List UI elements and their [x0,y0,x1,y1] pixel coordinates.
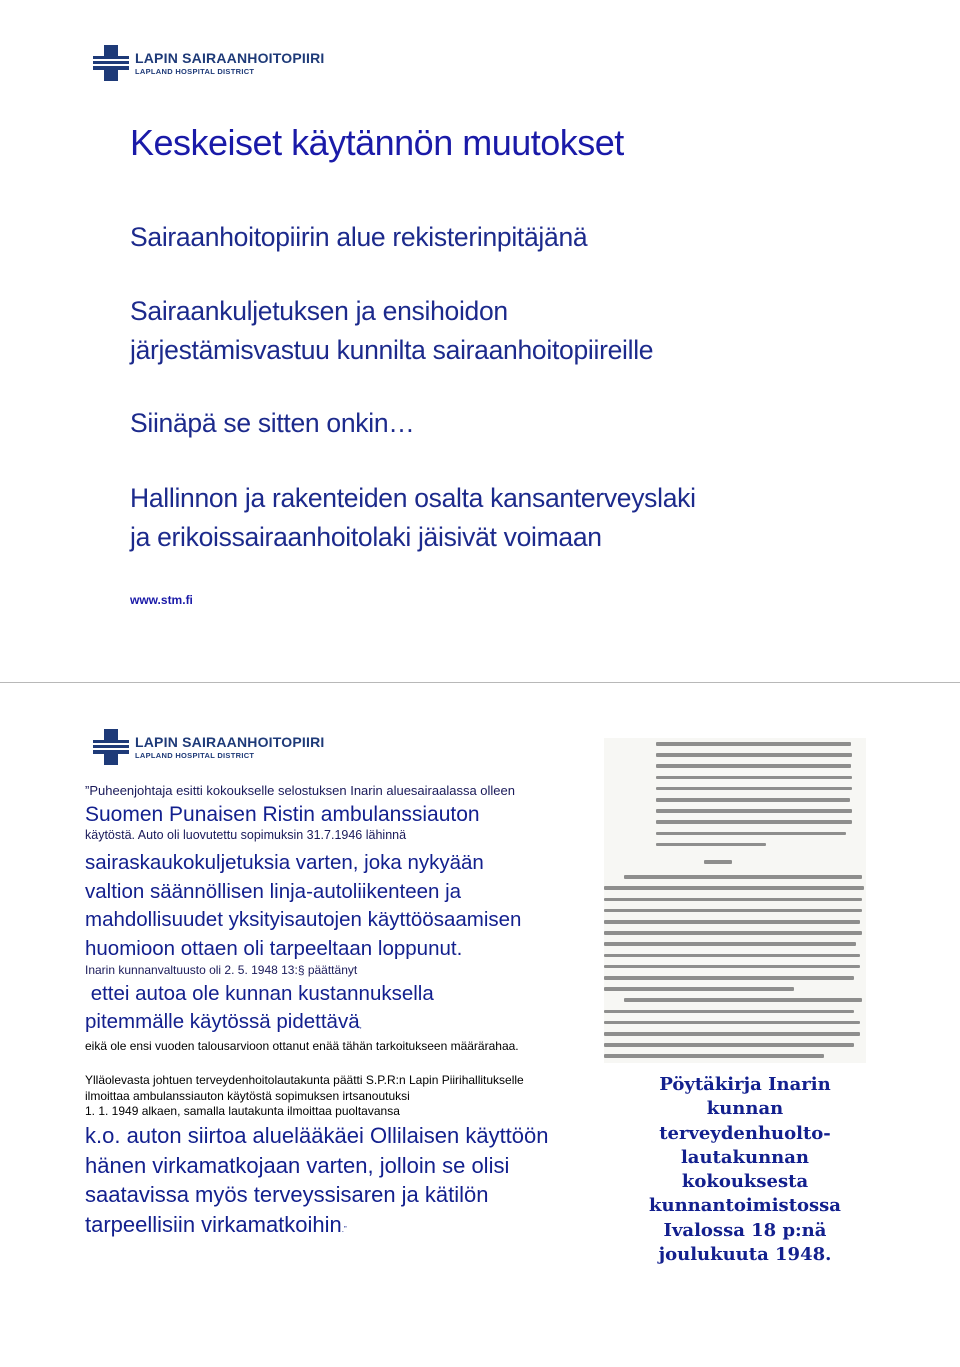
scan-text-line [656,820,852,824]
bullet-responsibility-line-2: järjestämisvastuu kunnilta sairaanhoitopiireille [130,335,654,365]
caption-line: lautakunnan [680,1146,810,1168]
scan-text-line [604,909,862,913]
bullet-registrar: Sairaanhoitopiirin alue rekisterinpitäjänä [130,222,588,252]
slide-2 [0,683,960,1367]
quote-end: .” [341,1224,347,1234]
bullet-responsibility-line-1: Sairaankuljetuksen ja ensihoidon [130,296,508,326]
scan-text-line [604,1032,860,1036]
quote-line: saatavissa myös terveyssisaren ja kätilön [85,1182,489,1207]
scan-text-line [604,976,854,980]
bullet-laws-line-2: ja erikoissairaanhoitolaki jäisivät voimaan [130,522,602,552]
cross-logo-icon [93,729,129,765]
slide-1 [0,0,960,682]
caption-line: joulukuuta 1948. [658,1244,832,1266]
quote-intro: ”Puheenjohtaja esitti kokoukselle selostuksen Inarin aluesairaalassa olleen [85,783,515,798]
quote-line: 1. 1. 1949 alkaen, samalla lautakunta ilmoittaa puoltavansa [85,1104,400,1118]
scan-text-line [604,987,794,991]
caption-line: Pöytäkirja Inarin [659,1074,831,1095]
scan-text-line [624,875,862,879]
scan-text-line [656,776,852,780]
logo-subtitle: LAPLAND HOSPITAL DISTRICT [135,66,255,76]
quote-line: Ylläolevasta johtuen terveydenhoitolautakunta päätti S.P.R:n Lapin Piirihallitukselle [85,1073,524,1087]
scan-text-line [656,787,852,791]
scan-text-line [604,1043,854,1047]
scan-text-line [656,798,850,802]
quote-line: ilmoittaa ambulanssiauton käytöstä sopimuksen irtsanoutuksi [85,1088,410,1103]
hospital-logo [93,45,324,81]
bullet-laws-remain [130,479,696,557]
logo-name: LAPIN SAIRAANHOITOPIIRI [135,49,325,66]
bullet-that-is-it: Siinäpä se sitten onkin… [130,408,415,438]
scan-text-line [604,920,860,924]
scan-text-line [656,764,851,768]
quote-line-text: tarpeellisiin virkamatkoihin [85,1211,342,1237]
quote-block-board [85,1073,524,1120]
caption-line: terveydenhuolto- [659,1122,831,1144]
cross-logo-icon [93,45,129,81]
quote-line-text: pitemmälle käytössä pidettävä [85,1010,360,1033]
logo-name: LAPIN SAIRAANHOITOPIIRI [135,733,325,750]
scan-text-line [604,1010,854,1014]
quote-line [85,1008,434,1040]
quote-block-transport [85,849,521,963]
scan-text-line [656,843,766,847]
scan-text-line [656,809,852,813]
quote-block-decision [85,980,434,1040]
quote-line: ettei autoa ole kunnan kustannuksella [85,982,434,1005]
scanned-protocol-image [604,738,866,1063]
scan-text-line [604,965,860,969]
scan-caption [645,1073,845,1267]
caption-line: kunnantoimistossa [649,1195,841,1217]
quote-block-transfer [85,1121,549,1244]
scan-text-line [604,898,862,902]
scan-text-line [604,1021,860,1025]
stm-link[interactable]: www.stm.fi [130,593,193,607]
scan-text-line [704,860,732,864]
caption-line: Ivalossa 18 p:nä [663,1219,827,1241]
quote-budget: eikä ole ensi vuoden talousarvioon ottanut enää tähän tarkoitukseen määrärahaa. [85,1039,519,1053]
logo-subtitle: LAPLAND HOSPITAL DISTRICT [135,750,255,760]
quote-line: mahdollisuudet yksityisautojen käyttöösaamisen [85,908,522,931]
quote-comma: , [359,1021,362,1030]
caption-line: kunnan [706,1098,784,1120]
slide-title: Keskeiset käytännön muutokset [130,122,624,163]
caption-line: kokouksesta [681,1171,809,1193]
quote-red-cross: Suomen Punaisen Ristin ambulanssiauton [85,803,480,826]
quote-line: k.o. auton siirtoa aluelääkäei Ollilaisen käyttöön [85,1123,549,1148]
bullet-laws-line-1: Hallinnon ja rakenteiden osalta kansanterveyslaki [130,483,696,513]
quote-line: huomioon ottaen oli tarpeeltaan loppunut. [85,936,463,960]
scan-text-line [656,832,846,836]
scan-text-line [604,886,864,890]
scan-text-line [624,998,862,1002]
scan-text-line [604,954,860,958]
quote-line: hänen virkamatkojaan varten, jolloin se olisi [85,1152,510,1178]
bullet-responsibility [130,292,653,370]
quote-line: sairaskaukokuljetuksia varten, joka nykyään [85,851,484,874]
quote-line [85,1210,549,1245]
scan-text-line [604,942,856,946]
quote-council-decision: Inarin kunnanvaltuusto oli 2. 5. 1948 13:§ päättänyt [85,963,358,977]
scan-text-line [604,931,862,935]
quote-line: valtion säännöllisen linja-autoliikenteen ja [85,879,462,903]
hospital-logo-2 [93,729,324,765]
scan-text-line [604,1054,824,1058]
quote-contract: käytöstä. Auto oli luovutettu sopimuksin 31.7.1946 lähinnä [85,828,407,842]
scan-text-line [656,742,851,746]
scan-text-line [656,753,852,757]
